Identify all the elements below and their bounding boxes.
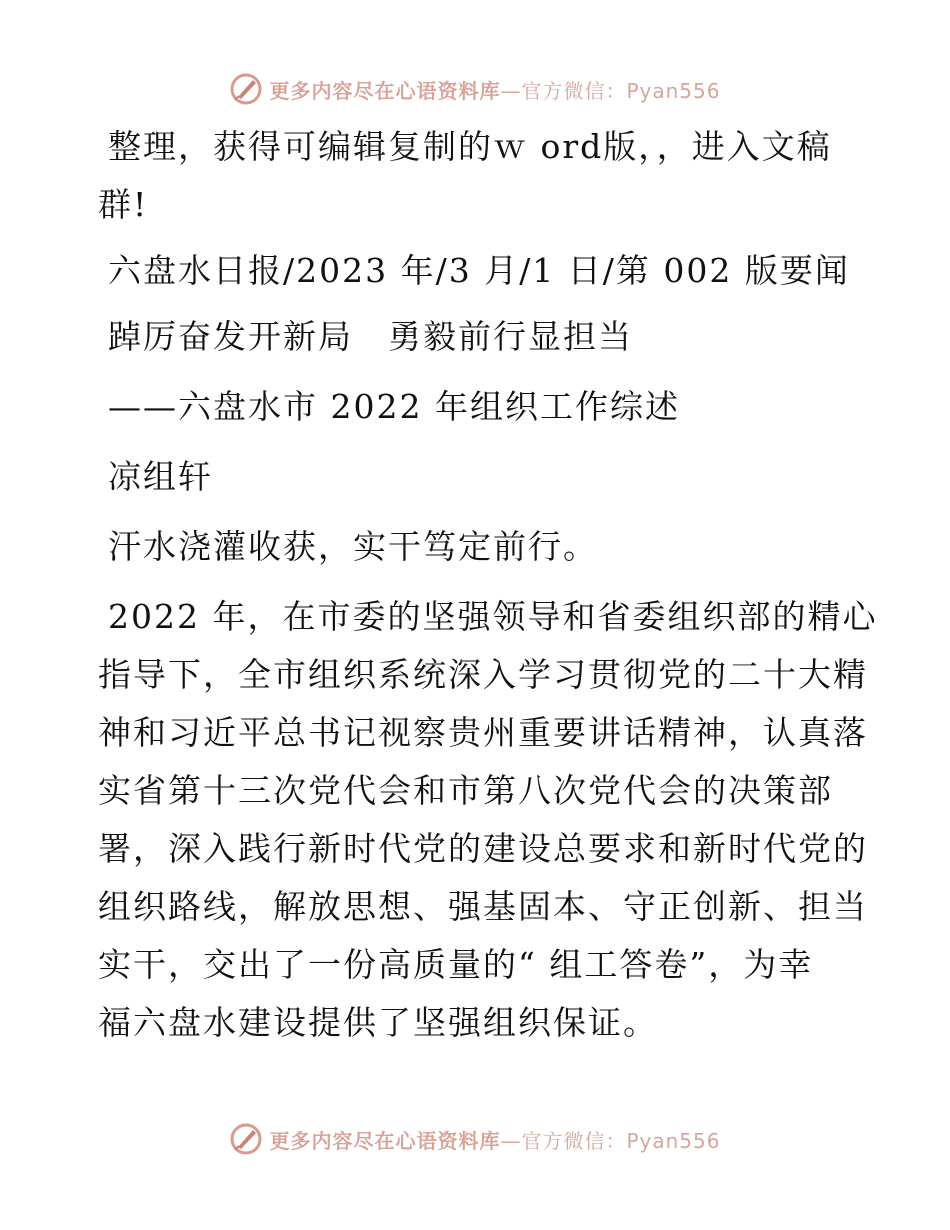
watermark-text: 更多内容尽在心语资料库—官方微信：Pyan556 xyxy=(269,1128,721,1153)
article-subtitle: ——六盘水市 2022 年组织工作综述 xyxy=(108,387,680,426)
watermark-text: 更多内容尽在心语资料库—官方微信：Pyan556 xyxy=(269,78,721,103)
paragraph-line-3: 神和习近平总书记视察贵州重要讲话精神，认真落 xyxy=(98,713,868,752)
header-watermark xyxy=(0,72,950,106)
text-line-2: 群! xyxy=(98,185,149,224)
text-line-1: 整理，获得可编辑复制的ｗ ord版，，进入文稿 xyxy=(108,127,832,166)
document-body xyxy=(98,118,878,1052)
paragraph-line-5: 署，深入践行新时代党的建设总要求和新时代党的 xyxy=(98,829,868,868)
lead-sentence: 汗水浇灌收获，实干笃定前行。 xyxy=(108,527,598,566)
article-author: 凉组轩 xyxy=(108,457,213,496)
article-title: 踔厉奋发开新局 勇毅前行显担当 xyxy=(108,317,633,356)
quill-logo-icon xyxy=(229,72,263,106)
newspaper-source: 六盘水日报/2023 年/3 月/1 日/第 002 版要闻 xyxy=(108,251,850,290)
paragraph-line-6: 组织路线，解放思想、强基固本、守正创新、担当 xyxy=(98,887,868,926)
quill-logo-icon xyxy=(229,1122,263,1156)
paragraph-line-2: 指导下，全市组织系统深入学习贯彻党的二十大精 xyxy=(98,655,868,694)
paragraph-line-7: 实干，交出了一份高质量的“ 组工答卷”，为幸 xyxy=(98,945,814,984)
footer-watermark xyxy=(0,1122,950,1156)
paragraph-line-4: 实省第十三次党代会和市第八次党代会的决策部 xyxy=(98,771,833,810)
paragraph-line-8: 福六盘水建设提供了坚强组织保证。 xyxy=(98,1003,658,1042)
paragraph-line-1: 2022 年，在市委的坚强领导和省委组织部的精心 xyxy=(108,597,878,636)
